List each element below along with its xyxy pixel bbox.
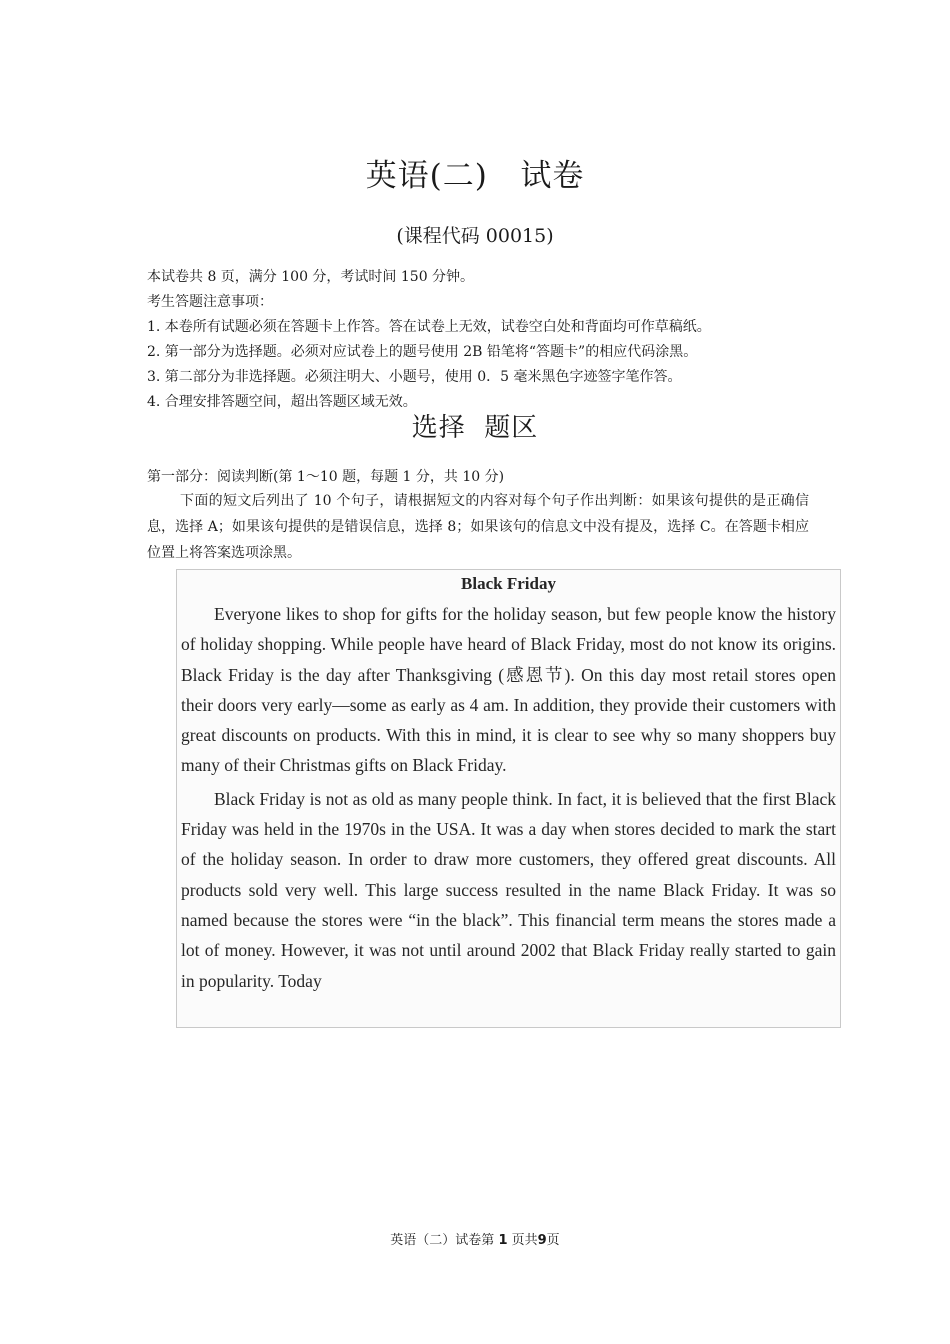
page-footer xyxy=(0,1231,950,1251)
reading-directions: 下面的短文后列出了 10 个句子，请根据短文的内容对每个句子作出判断：如果该句提供的是正确信息，选择 A；如果该句提供的是错误信息，选择 8；如果该句的信息文中没有提及，选择 C。在答题卡相应位置上将答案选项涂黑。 xyxy=(147,493,809,561)
instruction-item: 2. 第一部分为选择题。必须对应试卷上的题号使用 2B 铅笔将“答题卡”的相应代码涂黑。 xyxy=(147,344,698,360)
instruction-item: 3. 第二部分为非选择题。必须注明大、小题号，使用 0．5 毫米黑色字迹签字笔作答。 xyxy=(147,369,682,385)
passage-title: Black Friday xyxy=(461,574,556,593)
part-heading: 第一部分：阅读判断(第 1～10 题，每题 1 分，共 10 分) xyxy=(147,469,505,485)
section-title: 选择 题区 xyxy=(411,413,539,443)
passage-paragraph: Black Friday is not as old as many people think. In fact, it is believed that the first Black Friday was held in the 1970s in the USA. It was a day when stores decided to mark the start of the holiday season. In order to draw more customers, they offered great discounts. All products sold very well. This large success resulted in the name Black Friday. It was so named because the stores were “in the black”. This financial term means the stores made a lot of money. However, it was not until around 2002 that Black Friday really started to gain in popularity. Today xyxy=(181,788,836,991)
passage-paragraph: Everyone likes to shop for gifts for the holiday season, but few people know the history of holiday shopping. While people have heard of Black Friday, most do not know its origins. Black Friday is the day after Thanksgiving (感恩节). On this day most retail stores open their doors very early—some as early as 4 am. In addition, they provide their customers with great discounts on products. With this in mind, it is clear to see why so many shoppers buy many of their Christmas gifts on Black Friday. xyxy=(181,604,836,776)
footer-prefix: 英语（二）试卷第 xyxy=(390,1233,499,1248)
course-code: (课程代码 00015) xyxy=(396,225,554,247)
footer-middle: 页共 xyxy=(507,1233,538,1248)
exam-instructions xyxy=(147,265,827,415)
instruction-item: 4. 合理安排答题空间，超出答题区域无效。 xyxy=(147,394,417,410)
reading-passage xyxy=(176,569,841,1028)
footer-suffix: 页 xyxy=(546,1233,560,1248)
exam-summary: 本试卷共 8 页，满分 100 分，考试时间 150 分钟。 xyxy=(147,269,475,285)
instruction-item: 1. 本卷所有试题必须在答题卡上作答。答在试卷上无效，试卷空白处和背面均可作草稿纸。 xyxy=(147,319,711,335)
notes-heading: 考生答题注意事项： xyxy=(147,294,273,310)
footer-total-pages: 9 xyxy=(537,1233,547,1248)
exam-title: 英语(二) 试卷 xyxy=(365,158,585,194)
footer-page-number: 1 xyxy=(498,1233,508,1248)
